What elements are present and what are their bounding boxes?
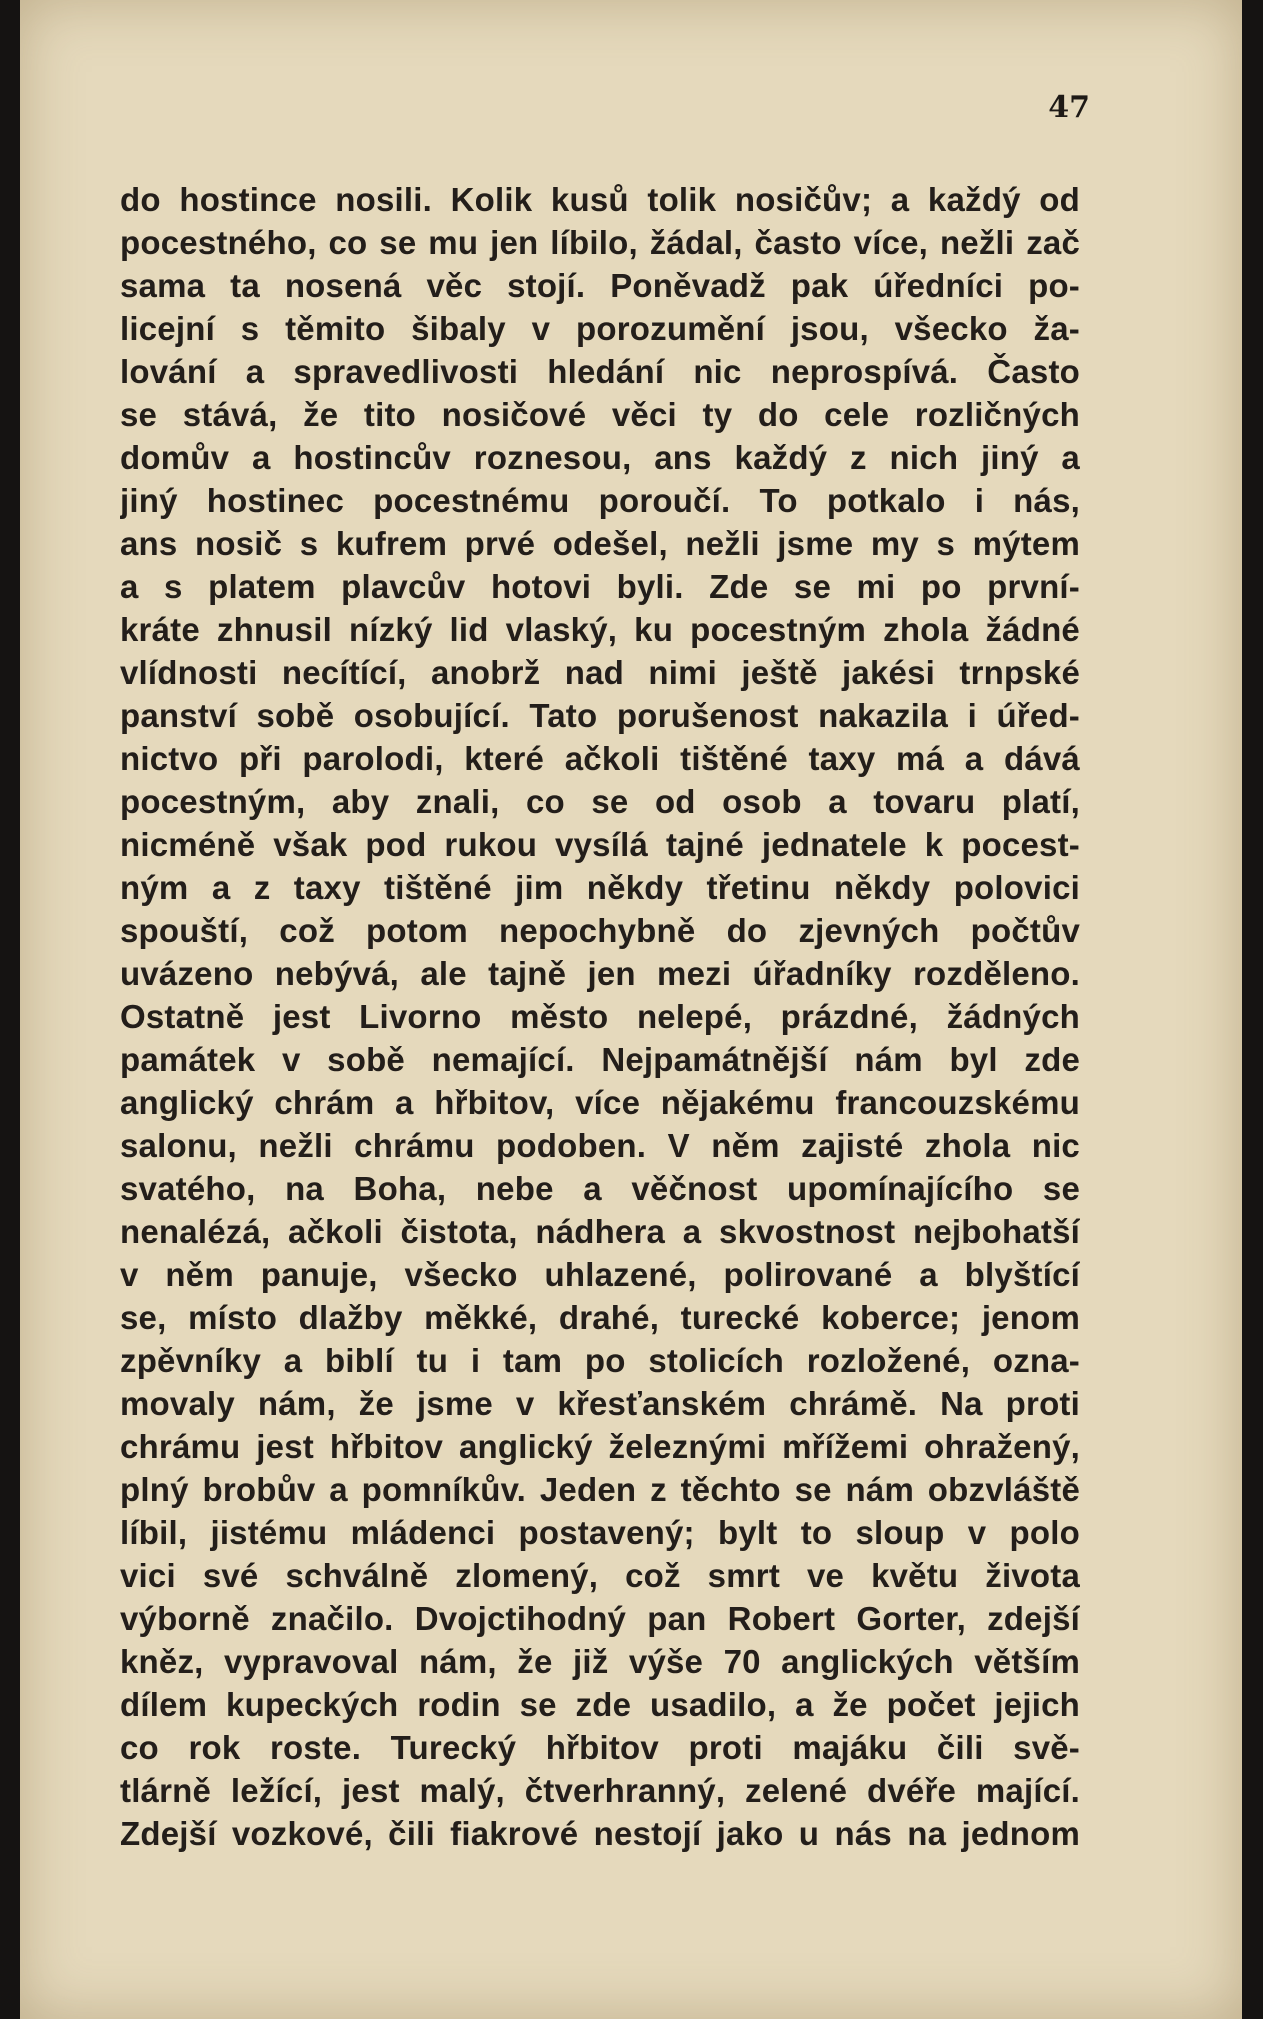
text-line: pocestného, co se mu jen líbilo, žádal, často více, nežli zač — [120, 224, 1080, 261]
text-line: salonu, nežli chrámu podoben. V něm zajisté zhola nic — [120, 1127, 1080, 1164]
text-line: pocestným, aby znali, co se od osob a tovaru platí, — [120, 783, 1080, 820]
text-line: vici své schválně zlomený, což smrt ve květu života — [120, 1557, 1080, 1594]
text-line: nicméně však pod rukou vysílá tajné jednatele k pocest- — [120, 826, 1080, 863]
text-line: se, místo dlažby měkké, drahé, turecké koberce; jenom — [120, 1299, 1080, 1336]
text-line: jiný hostinec pocestnému poroučí. To potkalo i nás, — [120, 482, 1080, 519]
text-line: uvázeno nebývá, ale tajně jen mezi úřadníky rozděleno. — [120, 955, 1080, 992]
text-line: chrámu jest hřbitov anglický železnými mřížemi ohražený, — [120, 1428, 1080, 1465]
text-line: ným a z taxy tištěné jim někdy třetinu někdy polovici — [120, 869, 1080, 906]
text-line: a s platem plavcův hotovi byli. Zde se mi po první- — [120, 568, 1080, 605]
text-line: v něm panuje, všecko uhlazené, polirované a blyštící — [120, 1256, 1080, 1293]
text-line: výborně značilo. Dvojctihodný pan Robert Gorter, zdejší — [120, 1600, 1080, 1637]
text-line: tlárně ležící, jest malý, čtverhranný, zelené dvéře mající. — [120, 1772, 1080, 1809]
text-line: svatého, na Boha, nebe a věčnost upomínajícího se — [120, 1170, 1080, 1207]
text-line: nenalézá, ačkoli čistota, nádhera a skvostnost nejbohatší — [120, 1213, 1080, 1250]
text-line: Ostatně jest Livorno město nelepé, prázdné, žádných — [120, 998, 1080, 1035]
text-line: plný brobův a pomníkův. Jeden z těchto se nám obzvláště — [120, 1471, 1080, 1508]
text-line: licejní s těmito šibaly v porozumění jsou, všecko ža- — [120, 310, 1080, 347]
text-line: do hostince nosili. Kolik kusů tolik nosičův; a každý od — [120, 181, 1080, 218]
body-text — [120, 178, 1080, 1855]
text-line: nictvo při parolodi, které ačkoli tištěné taxy má a dává — [120, 740, 1080, 777]
text-line: vlídnosti necítící, anobrž nad nimi ještě jakési trnpské — [120, 654, 1080, 691]
text-line: spouští, což potom nepochybně do zjevných počtův — [120, 912, 1080, 949]
text-line: movaly nám, že jsme v křesťanském chrámě. Na proti — [120, 1385, 1080, 1422]
text-line: se stává, že tito nosičové věci ty do cele rozličných — [120, 396, 1080, 433]
text-line: lování a spravedlivosti hledání nic neprospívá. Často — [120, 353, 1080, 390]
text-line: kněz, vypravoval nám, že již výše 70 anglických větším — [120, 1643, 1080, 1680]
text-line: kráte zhnusil nízký lid vlaský, ku pocestným zhola žádné — [120, 611, 1080, 648]
text-line: Zdejší vozkové, čili fiakrové nestojí jako u nás na jednom — [120, 1815, 1080, 1852]
text-line: anglický chrám a hřbitov, více nějakému francouzskému — [120, 1084, 1080, 1121]
text-line: ans nosič s kufrem prvé odešel, nežli jsme my s mýtem — [120, 525, 1080, 562]
text-line: zpěvníky a biblí tu i tam po stolicích rozložené, ozna- — [120, 1342, 1080, 1379]
text-line: líbil, jistému mládenci postavený; bylt to sloup v polo — [120, 1514, 1080, 1551]
text-line: domův a hostincův roznesou, ans každý z nich jiný a — [120, 439, 1080, 476]
page-number: 47 — [1048, 90, 1090, 125]
text-line: sama ta nosená věc stojí. Poněvadž pak úředníci po- — [120, 267, 1080, 304]
text-line: památek v sobě nemající. Nejpamátnější nám byl zde — [120, 1041, 1080, 1078]
text-line: panství sobě osobující. Tato porušenost nakazila i úřed- — [120, 697, 1080, 734]
book-page — [20, 0, 1242, 2019]
text-line: co rok roste. Turecký hřbitov proti majáku čili svě- — [120, 1729, 1080, 1766]
text-line: dílem kupeckých rodin se zde usadilo, a že počet jejich — [120, 1686, 1080, 1723]
